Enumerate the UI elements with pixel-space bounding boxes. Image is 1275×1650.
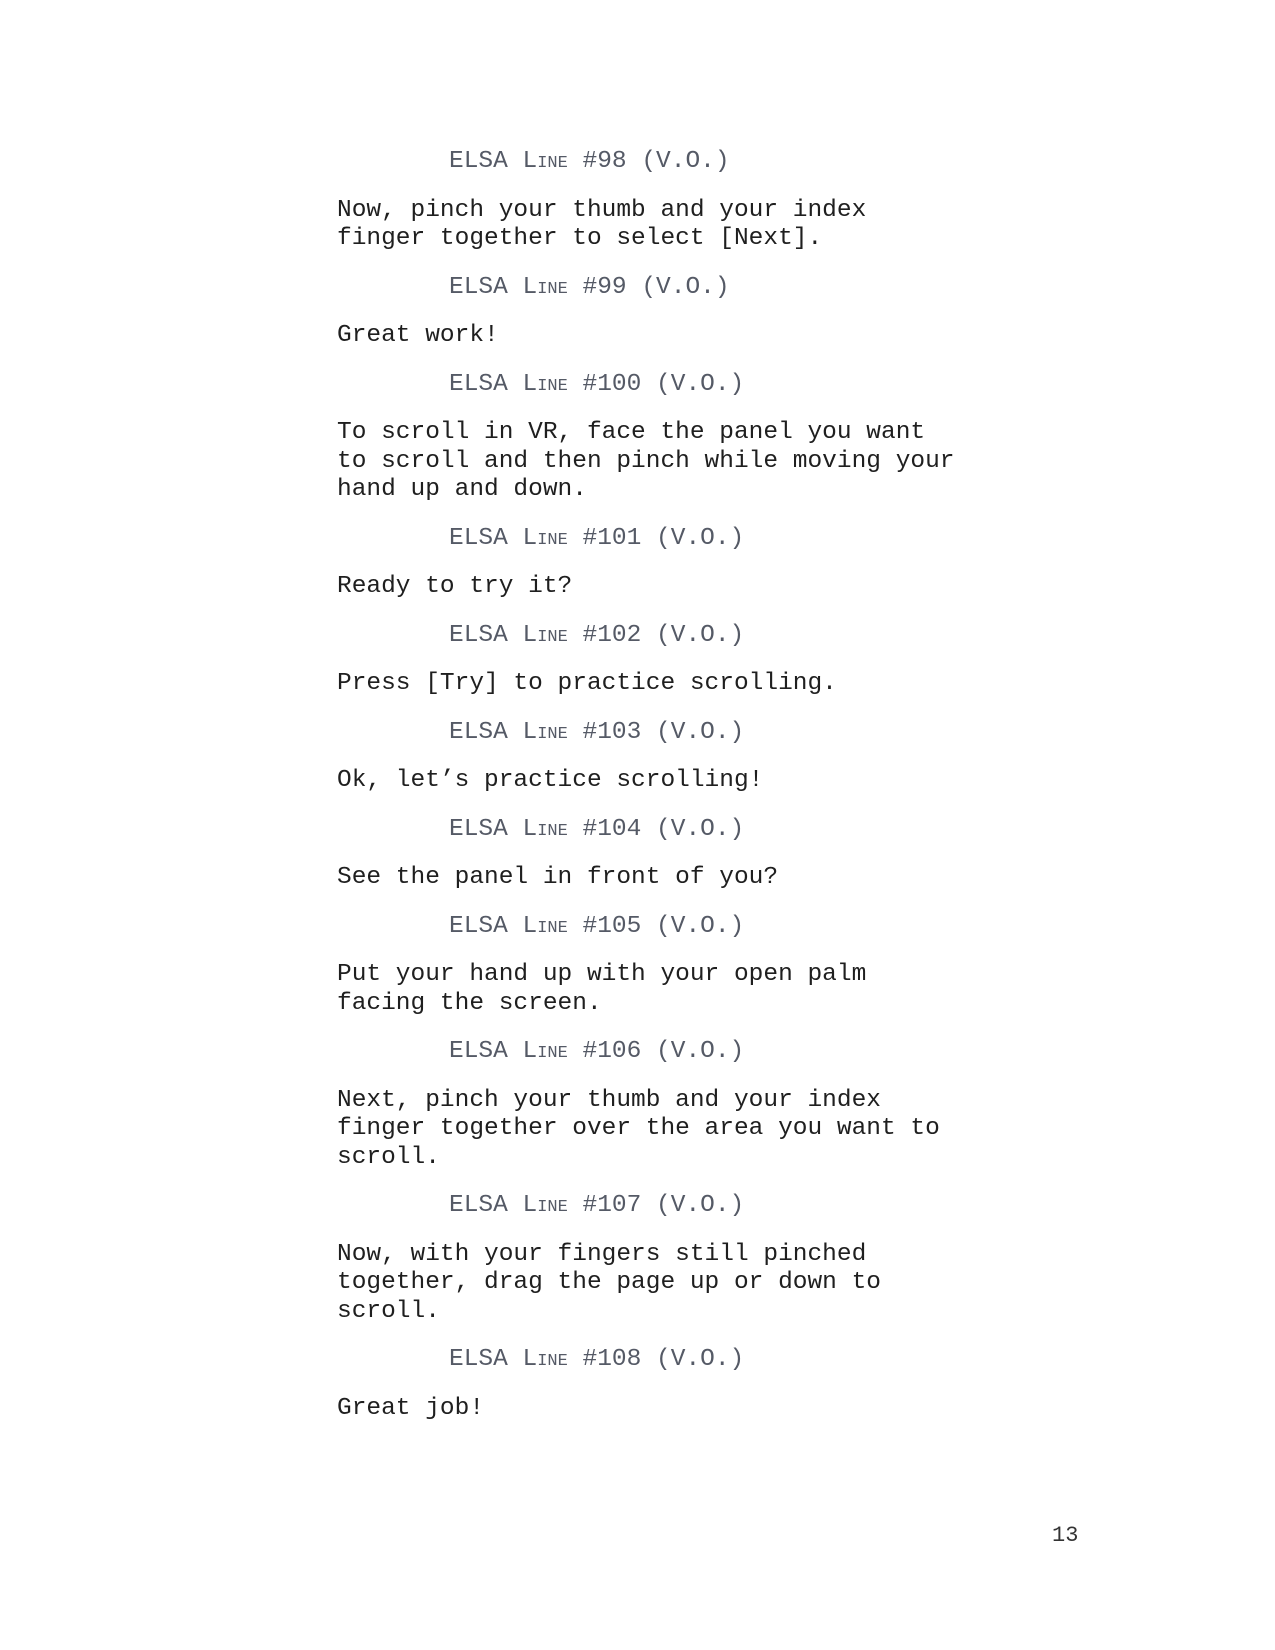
dialogue-line: Put your hand up with your open palm facing the screen. xyxy=(337,961,867,1017)
character-cue: ELSA Line #106 (V.O.) xyxy=(449,1038,745,1065)
dialogue-line: See the panel in front of you? xyxy=(337,864,779,891)
dialogue-line: Ok, let’s practice scrolling! xyxy=(337,767,764,794)
character-cue: ELSA Line #100 (V.O.) xyxy=(449,370,745,398)
character-cue: ELSA Line #103 (V.O.) xyxy=(449,718,745,746)
dialogue-line: Now, pinch your thumb and your index finger together to select [Next]. xyxy=(337,196,867,252)
page-number: 13 xyxy=(1052,1523,1079,1548)
character-cue: ELSA Line #108 (V.O.) xyxy=(449,1346,745,1373)
script-body xyxy=(337,140,977,1423)
dialogue-line: Ready to try it? xyxy=(337,573,573,600)
character-cue: ELSA Line #104 (V.O.) xyxy=(449,815,745,843)
dialogue-line: To scroll in VR, face the panel you want to scroll and then pinch while moving your hand up and down. xyxy=(337,419,955,503)
dialogue-line: Now, with your fingers still pinched together, drag the page up or down to scroll. xyxy=(337,1240,881,1325)
character-cue: ELSA Line #99 (V.O.) xyxy=(449,273,730,301)
character-cue: ELSA Line #105 (V.O.) xyxy=(449,912,745,940)
dialogue-line: Next, pinch your thumb and your index finger together over the area you want to scroll. xyxy=(337,1086,940,1171)
dialogue-line: Great job! xyxy=(337,1394,485,1422)
dialogue-line: Press [Try] to practice scrolling. xyxy=(337,670,837,697)
dialogue-line: Great work! xyxy=(337,322,499,349)
character-cue: ELSA Line #107 (V.O.) xyxy=(449,1192,745,1219)
character-cue: ELSA Line #102 (V.O.) xyxy=(449,621,745,649)
character-cue: ELSA Line #101 (V.O.) xyxy=(449,524,745,552)
character-cue: ELSA Line #98 (V.O.) xyxy=(449,148,730,175)
